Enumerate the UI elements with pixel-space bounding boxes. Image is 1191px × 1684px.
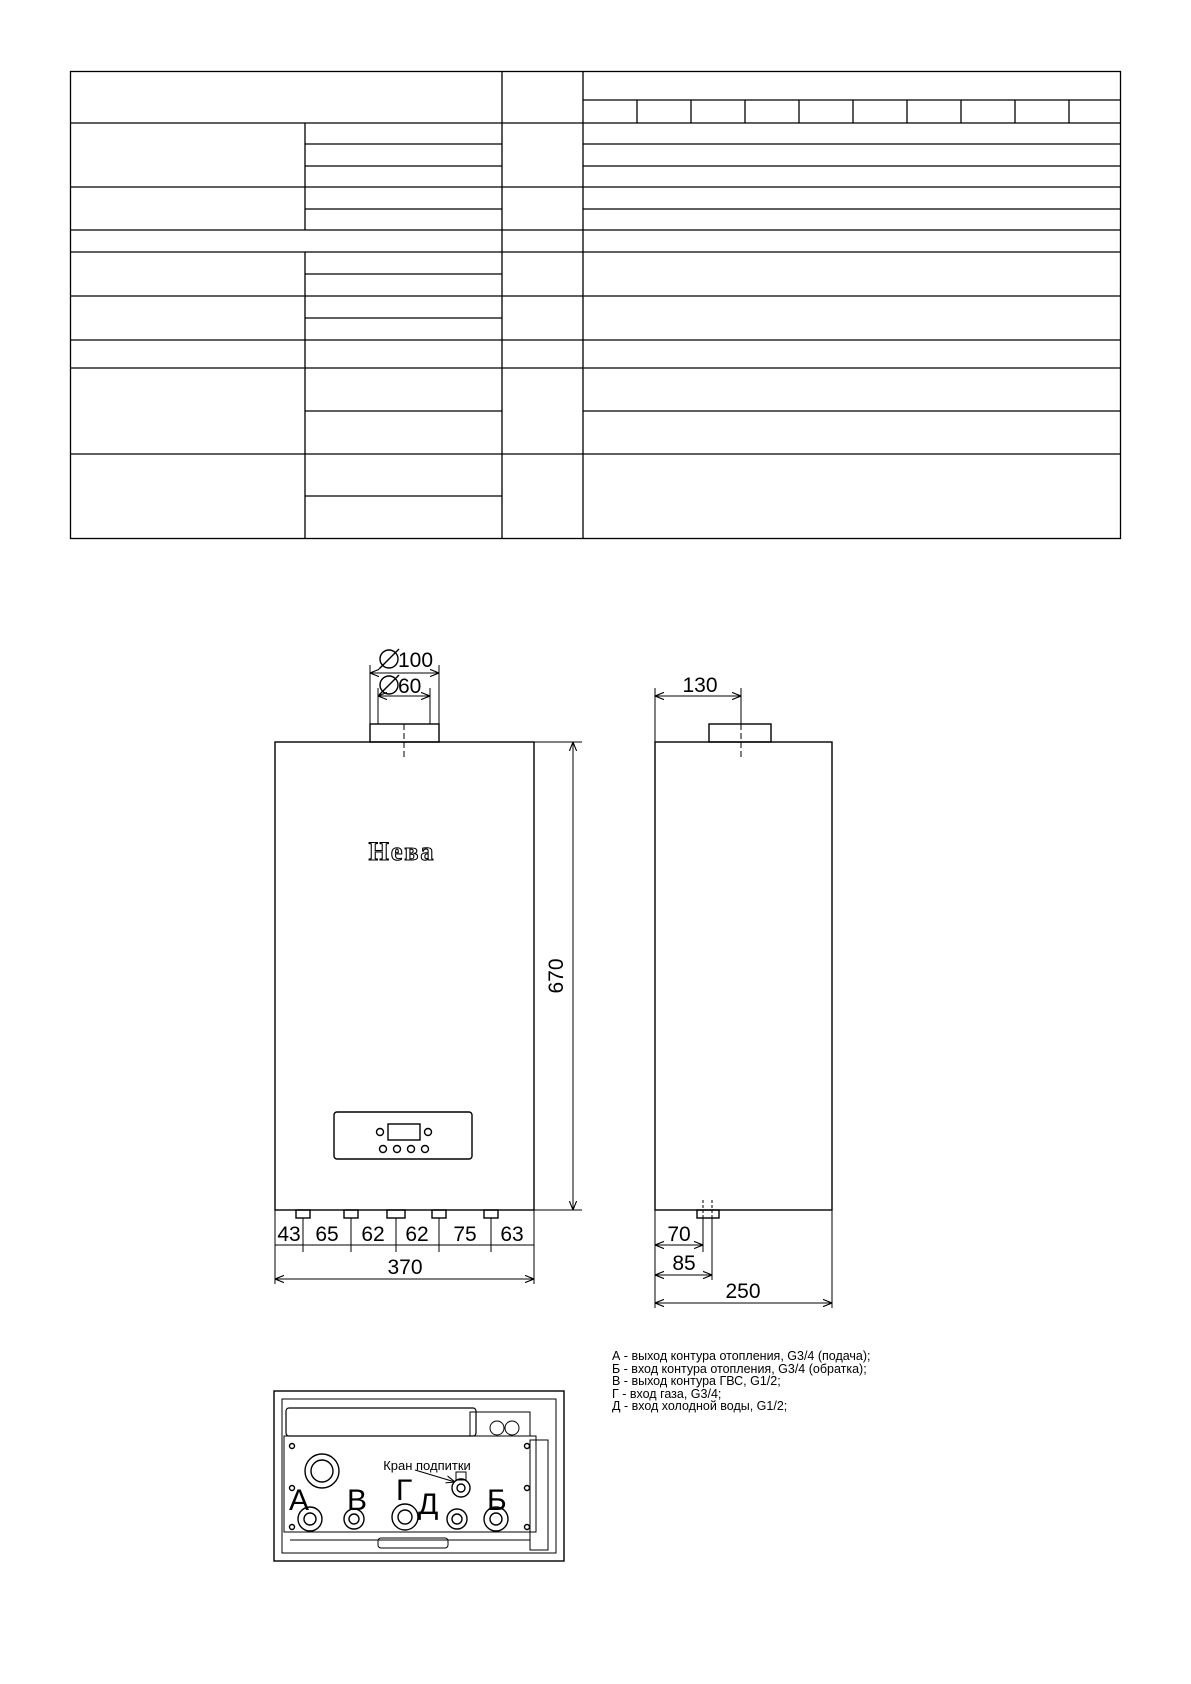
legend-item: Б - вход контура отопления, G3/4 (обратка);: [612, 1361, 867, 1376]
svg-text:63: 63: [500, 1223, 524, 1246]
dim-flue-offset: 130: [682, 674, 718, 697]
dim-height: 670: [545, 958, 568, 994]
front-view: [275, 665, 582, 1284]
make-up-valve-label: Кран подпитки: [383, 1458, 471, 1473]
flue-circles: [379, 649, 399, 695]
dim-pipe-offset-2: 85: [672, 1252, 696, 1275]
dim-pipe-offset-1: 70: [667, 1223, 691, 1246]
display: [388, 1124, 420, 1140]
side-flue: [709, 724, 771, 742]
bottom-offsets: [277, 1223, 523, 1246]
connection-view: [274, 1391, 564, 1561]
svg-text:65: 65: [315, 1223, 339, 1246]
side-view: [655, 688, 832, 1308]
dim-outer-diameter: 100: [398, 649, 434, 672]
dim-width: 370: [387, 1256, 423, 1279]
legend-item: Г - вход газа, G3/4;: [612, 1386, 722, 1401]
dim-inner-diameter: 60: [398, 675, 422, 698]
svg-text:43: 43: [277, 1223, 301, 1246]
svg-text:А: А: [289, 1484, 310, 1517]
legend-item: Д - вход холодной воды, G1/2;: [612, 1399, 788, 1413]
svg-text:Б: Б: [487, 1484, 507, 1517]
brand-logo: Нева: [368, 837, 436, 866]
side-body: [655, 742, 832, 1210]
svg-text:75: 75: [453, 1223, 477, 1246]
dim-depth: 250: [725, 1280, 761, 1303]
svg-text:В: В: [347, 1484, 368, 1517]
svg-text:62: 62: [361, 1223, 385, 1246]
legend-item: А - выход контура отопления, G3/4 (подача);: [612, 1349, 871, 1363]
svg-text:62: 62: [405, 1223, 429, 1246]
svg-text:Г: Г: [396, 1474, 413, 1507]
svg-text:Д: Д: [418, 1488, 439, 1521]
connection-letters: [289, 1474, 507, 1521]
legend-item: В - выход контура ГВС, G1/2;: [612, 1374, 781, 1388]
connection-legend: [612, 1350, 871, 1413]
control-panel: [334, 1112, 472, 1159]
